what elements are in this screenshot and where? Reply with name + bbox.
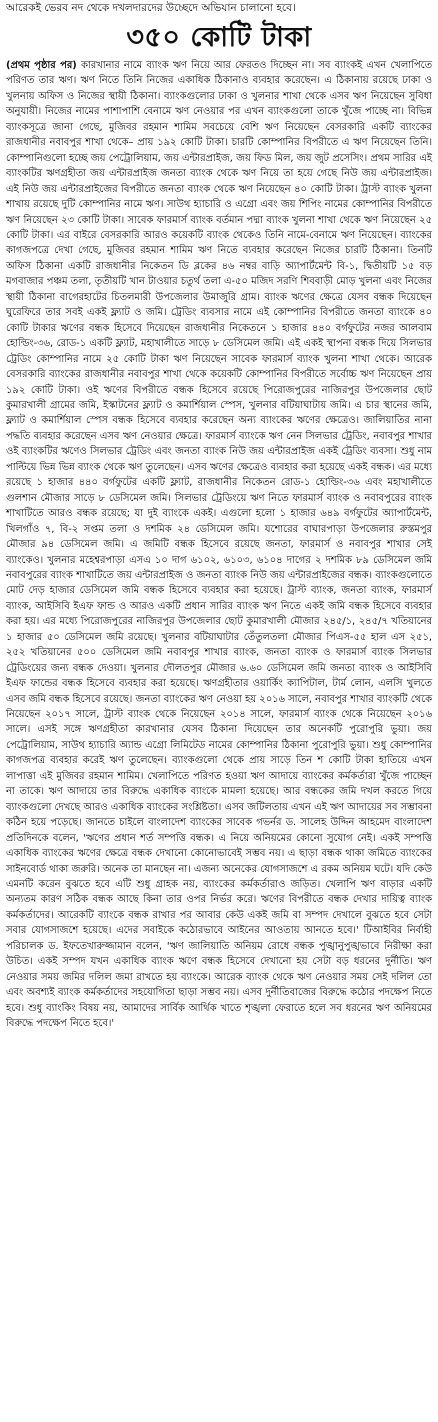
- article-body: [6, 58, 432, 1032]
- continuation-label: (প্রথম পৃষ্ঠার পর): [6, 60, 77, 71]
- article-headline: ৩৫০ কোটি টাকা: [126, 22, 312, 53]
- article-body-text: কারখানার নামে ব্যাংক ঋণ নিয়ে আর ফেরতও দিচ্ছেন না। সব ব্যাংকই এখন খেলাপিতে পরিণত তার ঋণ। ঋণ নিতে তিনি নিজের একাধিক ঠিকানাও ব্যবহার করেছেন। এ ঠিকানায় রয়েছে ঢাকা ও খুলনায় অফিস ও নিজের স্থায়ী ঠিকানা। ব্যাংকগুলোর ঢাকা ও খুলনার শাখা থেকে এসব ঋণ নিয়েছেন সুবিধা অনুযায়ী। নিজের নামের পাশাপাশি বেনামে ঋণ নেওয়ার পর এখন ব্যাংকগুলো তাকে খুঁজে পাচ্ছে না। বিভিন্ন ব্যাংকসূত্রে জানা গেছে, মুজিবর রহমান শামিম সবচেয়ে বেশি ঋণ নিয়েছেন বেসরকারি একটি ব্যাংকের রাজধানীর নবাবপুর শাখা থেকে– প্রায় ১৯২ কোটি টাকা। চারটি কোম্পানির বিপরীতে এ ঋণ নিয়েছেন তিনি। কোম্পানিগুলো হচ্ছে জয় পেট্রোলিয়াম, জয় এন্টারপ্রাইজ, জয় ফিড মিল, জয় জুট প্রসেসিং। প্রথম সারির এই ব্যাংকটির ঋণগ্রহীতা জয় এন্টারপ্রাইজ জনতা ব্যাংক থেকে ঋণ নিয়ে তা হয়ে গেছে নিউ জয় এন্টারপ্রাইজ। এই নিউ জয় এন্টারপ্রাইজের বিপরীতে জনতা ব্যাংক থেকে ঋণ নিয়েছেন ৪০ কোটি টাকা। ট্রাস্ট ব্যাংক খুলনা শাখায় রয়েছে দুটি কোম্পানির নামে ঋণ। সাউথ হ্যাচারি ও এগ্রো এবং জয় শিপিং নামের কোম্পানির বিপরীতে ঋণ নিয়েছেন ২৩ কোটি টাকা। সাবেক ফারমার্স ব্যাংক বর্তমান পদ্মা ব্যাংক খুলনা শাখা থেকে ঋণ নিয়েছেন ২৫ কোটি টাকা। এর বাইরে বেসরকারি আরও কয়েকটি ব্যাংক থেকেও তিনি নামে-বেনামে ঋণ নিয়েছেন। ব্যাংকের কাগজপত্রে দেখা গেছে, মুজিবর রহমান শামিম ঋণ নিতে ব্যবহার করেছেন নিজের চারটি ঠিকানা। তিনটি অফিস ঠিকানা একটি রাজধানীর নিকেতন ডি ব্লকের ৪৬ নম্বর বাড়ি অ্যাপার্টমেন্ট বি-১, দ্বিতীয়টি ১৫ বড় মগবাজার পঞ্চম তলা, তৃতীয়টি খান টাওয়ার চতুর্থ তলা এ-৫০ মজিদ সরণি শিববাড়ী মোড় খুলনা এবং নিজের স্থায়ী ঠিকানা বাগেরহাটের চিতলমারী উপজেলার উমাজুরি গ্রাম। ব্যাংক ঋণের ক্ষেত্রে যেসব বন্ধক দিয়েছেন ঘুরেফিরে তার সবই একই ফ্ল্যাট ও জমি। ট্রেডিং ব্যবসার নামে এই কোম্পানির বিপরীতে জনতা ব্যাংকে ৪০ কোটি টাকার ঋণের বন্ধক হিসেবে দিয়েছেন রাজধানীর নিকেতনে ১ হাজার ৪৪০ বর্গফুটের নজর আলবাম হোল্ডিং-৩৬, রোড-১ একটি ফ্ল্যাট, মহাখালীতে সাড়ে ৮ ডেসিমেল জমি। এই একই স্থাপনা বন্ধক দিয়ে সিলভার ট্রেডিং কোম্পানির নামে ২৫ কোটি টাকা ঋণ নিয়েছেন সাবেক ফারমার্স ব্যাংক খুলনা শাখা থেকে। আরেক বেসরকারি ব্যাংকের রাজধানীর নবাবপুর শাখা থেকে কয়েকটি কোম্পানির বিপরীতে সর্বোচ্চ ঋণ নিয়েছেন প্রায় ১৯২ কোটি টাকা। ওই ঋণের বিপরীতে বন্ধক হিসেবে রয়েছে পিরোজপুরের নাজিরপুর উপজেলার ছোট কুমারখালী গ্রামের জমি, ইস্কাটনের ফ্ল্যাট ও কমার্শিয়াল স্পেস, খুলনার বটিয়াঘাটায় জমি। এ চার স্থানের জমি, ফ্ল্যাট ও কমার্শিয়াল স্পেস বন্ধক হিসেবে ব্যবহার করেছেন অন্য ব্যাংকের ঋণের ক্ষেত্রেও। জালিয়াতির নানা পদ্ধতি ব্যবহার করেছেন এসব ঋণ নেওয়ার ক্ষেত্রে। ফারমার্স ব্যাংকে ঋণ নেন সিলভার ট্রেডিং, নবাবপুর শাখার ওই ব্যাংকটির ঋণেও সিলভার ট্রেডিং এবং জনতা ব্যাংক নিউ জয় এন্টারপ্রাইজ একই ট্রেডিং ব্যবসা। শুধু নাম পাল্টিয়ে ভিন্ন ভিন্ন ব্যাংক থেকে ঋণ তুলেছেন। এসব ঋণের ক্ষেত্রেও ব্যবহার করা হয়েছে একই বন্ধক। এর মধ্যে রয়েছে ১ হাজার ৪৪০ বর্গফুটের একটি ফ্ল্যাট, রাজধানীর নিকেতন রোড-১ হোল্ডিং-৩৬ এবং মহাখালীতে গুলশান মৌজার সাড়ে ৮ ডেসিমেল জমি। সিলভার ট্রেডিংয়ে ঋণ নিতে ফারমার্স ব্যাংক ও নবাবপুরের ব্যাংক শাখাটিতে আরও বন্ধক রয়েছে; যা দুই ব্যাংকে একই। এগুলো হলো ১ হাজার ৬৪৯ বর্গফুটের অ্যাপার্টমেন্ট, খিলগাঁও ৭, বি-২ সপ্তম তলা ও দশমিক ২৪ ডেসিমেল জমি। যশোরের বাঘারপাড়া উপজেলার রুস্তমপুর মৌজার ৯৪ ডেসিমেল জমি। এ জমিটি বন্ধক হিসেবে রয়েছে জনতা, ফারমার্স ও নবাবপুর শাখার সেই ব্যাংকেও। খুলনার মহেশ্বরপাড়া এসএ ১০ দাগ ৬১০২, ৬১০৩, ৬১০৪ দাগের ২ দশমিক ৮৯ ডেসিমেল জমি নবাবপুরের ব্যাংক শাখাটিতে জয় এন্টারপ্রাইজ ও জনতা ব্যাংক নিউ জয় এন্টারপ্রাইজের বন্ধক। ব্যাংকগুলোতে মোট দেড় হাজার ডেসিমেল জমি বন্ধক হিসেবে ব্যবহার করা হয়েছে। ট্রাস্ট ব্যাংক, জনতা ব্যাংক, ফারমার্স ব্যাংক, আইসিবি ইএফ ফান্ড ও আরও একটি প্রধান সারির ব্যাংক ঋণ নিতে একই জমি বন্ধক হিসেবে ব্যবহার করা হয়। এর মধ্যে পিরোজপুরের নাজিরপুর উপজেলার ছোট কুমারখালী মৌজার ২৪৫/১, ২৪৫/৭ খতিয়ানের ১ হাজার ৫০ ডেসিমেল জমি রয়েছে। খুলনার বটিয়াঘাটার তেঁতুলতলা মৌজার পিএস-৫৫ হাল এস ২৫১, ২৫২ খতিয়ানের ৫০০ ডেসিমেল জমি নবাবপুর শাখার ব্যাংক, জনতা ব্যাংক ও ফারমার্স ব্যাংক সিলভার ট্রেডিংয়ের জন্য বন্ধক দেওয়া। খুলনার দৌলতপুর মৌজার ৬.৬০ ডেসিমেল জমি জনতা ব্যাংক ও আইসিবি ইএফ ফান্ডের বন্ধক হিসেবে ব্যবহার করা হয়েছে। ঋণগ্রহীতার ওয়ার্কিং ক্যাপিটাল, টার্ম লোন, এলসি খুলতে এসব জমি বন্ধক হিসেবে রয়েছে। জনতা ব্যাংকের ঋণ নেওয়া হয় ২০১৬ সালে, নবাবপুর শাখার ব্যাংকটি থেকে নিয়েছেন ২০১৭ সালে, ট্রাস্ট ব্যাংক থেকে নিয়েছেন ২০১৪ সালে, ফারমার্স ব্যাংক থেকে নিয়েছেন ২০১৬ সালে। এসই সঙ্গে ঋণগ্রহীতা কারখানার যেসব ঠিকানা দিয়েছেন তার অনেকটি পুরোপুরি ভুয়া। জয় পেট্রোলিয়াম, সাউথ হ্যাচারি অ্যান্ড এগ্রো লিমিটেড নামের কোম্পানির ঠিকানা পুরোপুরি ভুয়া। শুধু কোম্পানির কাগজপত্র ব্যবহার করেই ঋণ তুলেছেন। ব্যাংকগুলো থেকে প্রায় সাড়ে তিন শ কোটি টাকা হাতিয়ে এখন লাপাত্তা এই মুজিবর রহমান শামিম। খেলাপিতে পরিণত হওয়া ঋণ আদায়ে ব্যাংকের কর্মকর্তারা খুঁজে পাচ্ছেন না তাকে। ঋণ আদায়ে তার বিরুদ্ধে একাধিক ব্যাংকে মামলা হয়েছে। আর বন্ধকের জমি দখল করতে গিয়ে ব্যাংকগুলো দেখছে আরও একাধিক ব্যাংকের সংশ্লিষ্টতা। এসব জটিলতায় এখন এই ঋণ আদায়ের সব সম্ভাবনা কঠিন হয়ে পড়েছে। জানতে চাইলে বাংলাদেশ ব্যাংকের সাবেক গভর্নর ড. সালেহ উদ্দিন আহমেদ বাংলাদেশ প্রতিদিনকে বলেন, 'ঋণের প্রধান শর্ত সম্পত্তি বন্ধক। এ নিয়ে অনিয়মের কোনো সুযোগ নেই। একই সম্পত্তি একাধিক ব্যাংকের ঋণের ক্ষেত্রে বন্ধক দেখানো কোনোভাবেই সম্ভব নয়। এ ছাড়া বন্ধক থাকা জমিতে ব্যাংকের সাইনবোর্ড থাকা জরুরি। অনেক তা মানছেন না। এজন্য অনেকের যোগসাজশে এ রকম অনিয়ম ঘটে। যদি কেউ এমনটি করেন বুঝতে হবে এটি শুধু গ্রাহক নয়, ব্যাংকের কর্মকর্তারাও জড়িত। খেলাপি ঋণ বাড়ার একটি অন্যতম কারণ সঠিক বন্ধক আছে কিনা তার ওপর নির্ভর করে। ঋণের বিপরীতে বন্ধক দেখার দায়িত্ব ব্যাংক কর্মকর্তাদের। আরেকটি ব্যাংকে বন্ধক রাখার পর আবার কেউ একই জমি বা সম্পদ দেখালে বুঝতে হবে সেটা সবার যোগসাজশে হয়েছে। এদের সবাইকে কঠোরভাবে আইনের আওতায় আনতে হবে।' টিআইবির নির্বাহী পরিচালক ড. ইফতেখারুজ্জামান বলেন, 'ঋণ জালিয়াতি অনিয়ম রোধে বন্ধক পুঙ্খানুপুঙ্খভাবে নিরীক্ষা করা উচিত। একই সম্পদ যখন একাধিক ব্যাংক ঋণে বন্ধক হিসেবে দেখানো হয় সেটা বড় ধরনের দুর্নীতি। ঋণ নেওয়ার সময় জমির দলিল জমা রাখতে হয় ব্যাংকে। আরেক ব্যাংক থেকে ঋণ নেওয়ার সময় সেই দলিল তো এবং অবশ্যই ব্যাংক কর্মকর্তাদের সহযোগিতা ছাড়া সম্ভব নয়। এসব দুর্নীতিবাজের বিরুদ্ধে কঠোর পদক্ষেপ নিতে হবে। শুধু ব্যাংকিং বিষয় নয়, আমাদের সার্বিক আর্থিক খাতে শৃঙ্খলা ফেরাতে হলে সব ধরনের ঋণ অনিয়মের বিরুদ্ধে পদক্ষেপ নিতে হবে।': [6, 60, 432, 1030]
- previous-article-last-line: আরেকই ভেরব নদ থেকে দখলদারদের উচ্ছেদে অভিযান চালানো হবে।: [6, 2, 296, 14]
